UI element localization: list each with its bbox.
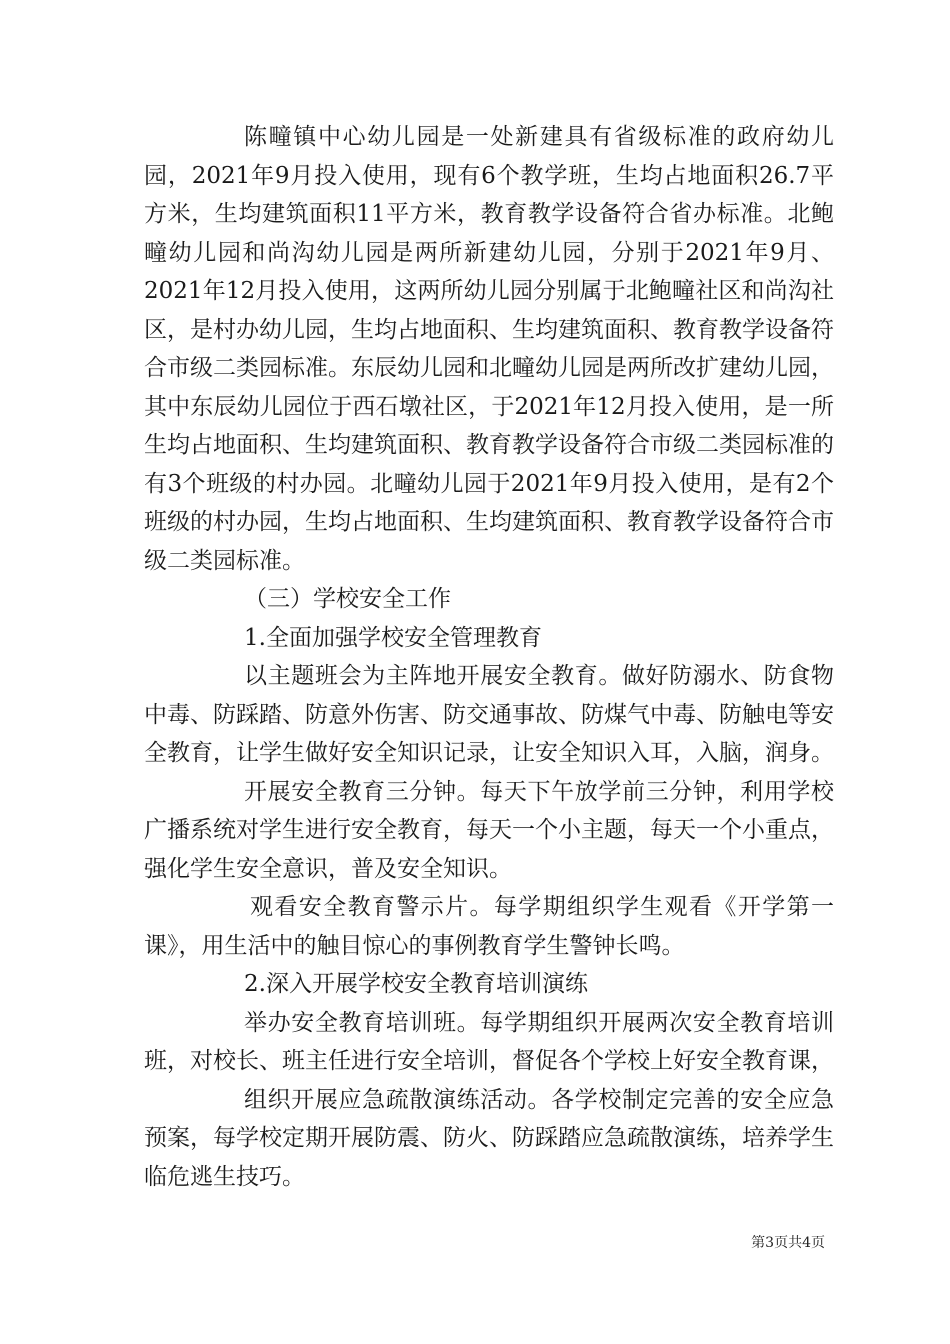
paragraph-training-class: 举办安全教育培训班。每学期组织开展两次安全教育培训班，对校长、班主任进行安全培训，督促各个学校上好安全教育课， [144, 1009, 834, 1074]
paragraph-evacuation-drills: 组织开展应急疏散演练活动。各学校制定完善的安全应急预案，每学校定期开展防震、防火、防踩踏应急疏散演练，培养学生临危逃生技巧。 [144, 1086, 834, 1190]
subheading-training-drills: 2.深入开展学校安全教育培训演练 [244, 971, 588, 997]
paragraph-theme-class-meeting: 以主题班会为主阵地开展安全教育。做好防溺水、防食物中毒、防踩踏、防意外伤害、防交通事故、防煤气中毒、防触电等安全教育，让学生做好安全知识记录，让安全知识入耳，入脑，润身。 [144, 663, 834, 766]
paragraph-kindergartens: 陈疃镇中心幼儿园是一处新建具有省级标准的政府幼儿园，2021年9月投入使用，现有6个教学班，生均占地面积26.7平方米，生均建筑面积11平方米，教育教学设备符合省办标准。北鲍疃幼儿园和尚沟幼儿园是两所新建幼儿园，分别于2021年9月、2021年12月投入使用，这两所幼儿园分别属于北鲍疃社区和尚沟社区，是村办幼儿园，生均占地面积、生均建筑面积、教育教学设备符合市级二类园标准。东辰幼儿园和北疃幼儿园是两所改扩建幼儿园，其中东辰幼儿园位于西石墩社区，于2021年12月投入使用，是一所生均占地面积、生均建筑面积、教育教学设备符合市级二类园标准的有3个班级的村办园。北疃幼儿园于2021年9月投入使用，是有2个班级的村办园，生均占地面积、生均建筑面积、教育教学设备符合市级二类园标准。 [144, 124, 834, 574]
subheading-safety-management: 1.全面加强学校安全管理教育 [244, 624, 542, 651]
paragraph-three-minutes: 开展安全教育三分钟。每天下午放学前三分钟，利用学校广播系统对学生进行安全教育，每天一个小主题，每天一个小重点，强化学生安全意识，普及安全知识。 [144, 778, 834, 882]
page-number-footer: 第3页共4页 [751, 1235, 825, 1251]
document-body [144, 118, 834, 1196]
paragraph-warning-film: 观看安全教育警示片。每学期组织学生观看《开学第一课》，用生活中的触目惊心的事例教育学生警钟长鸣。 [144, 894, 834, 959]
section-heading-school-safety: （三）学校安全工作 [244, 586, 451, 612]
